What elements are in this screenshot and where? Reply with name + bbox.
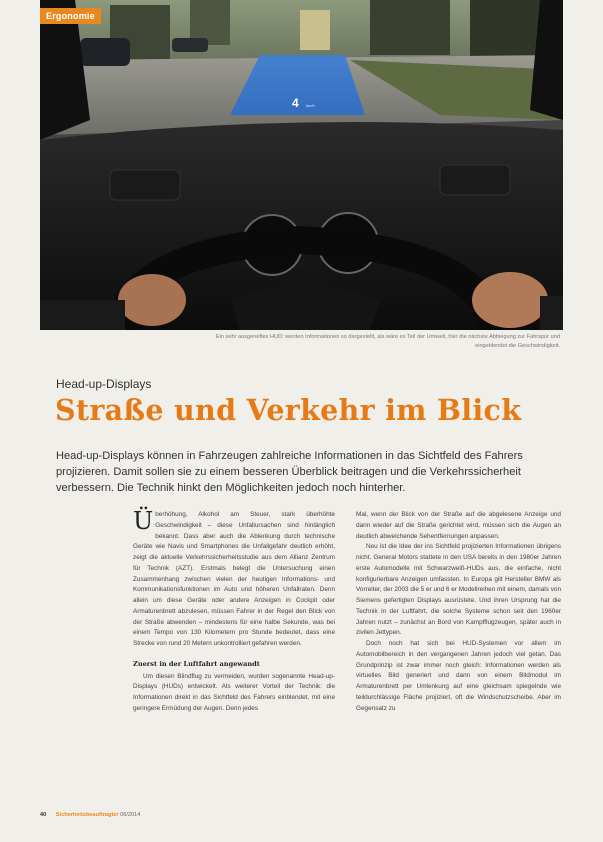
page-footer <box>40 812 140 818</box>
article-lead: Head-up-Displays können in Fahrzeugen zahlreiche Informationen in das Sichtfeld des Fahrers projizieren. Damit sollen sie zu einem besseren Überblick beitragen und die Verkehrssicherheit verbessern. Die Technik hinkt den Möglichkeiten jedoch noch hinterher. <box>56 450 523 494</box>
left-paragraph-2: Um diesen Blindflug zu vermeiden, wurden sogenannte Head-up-Displays (HUDs) entwickelt. Als weiterer Vorteil der Technik: die Informationen direkt in das Sichtfeld des Fahrers einblendet, mit eine geringere Ermüdung der Augen. Denn jedes <box>133 672 335 712</box>
left-paragraph-1-text: berhöhung, Alkohol am Steuer, stark überhöhte Geschwindigkeit – diese Unfallursachen sind hinlänglich bekannt. Dass aber auch die Ablenkung durch technische Geräte wie Navis und Smartphones die Unfallgefahr deutlich erhöht, zeigt die aktuelle Verkehrssicherheitsstudie aus dem Allianz Zentrum für Technik (AZT). Erstmals belegt die Untersuchung einen Zusammenhang zwischen vielen der heutigen Informations- und Kommunikationsfunktionen im Auto und höheren Unfallraten. Denn allein um diese Geräte oder andere Anzeigen in Cockpit oder Armaturenbrett abzulesen, müssen Fahrer in der Regel den Blick von der Straße abwenden – mindestens für eine halbe Sekunde, was bei einem Tempo von 130 Kilometern pro Stunde bedeutet, dass eine Strecke von rund 20 Metern unkontrolliert gefahren werden. <box>133 511 335 647</box>
hud-scene-illustration <box>40 0 563 330</box>
hero-photo <box>40 0 563 330</box>
caption-line-2: eingeblendet die Geschwindigkeit. <box>475 342 560 349</box>
right-paragraph-3: Doch noch hat sich bei HUD-Systemen vor allem im Automobilbereich in den vergangenen Jahren jedoch viel getan. Das Grundprinzip ist zwar immer noch gleich: Informationen werden als virtuelles Bild generiert und dann von einem Bildmodul im Armaturenbrett per Umlenkung auf eine gleichsam spiegelnde wie teildurchlässige Fläche projiziert, oft die Windschutzscheibe. Aber im Gegensatz zu <box>356 640 561 712</box>
hud-speed-value: 4 <box>292 96 299 110</box>
dropcap: Ü <box>133 507 154 535</box>
article-headline: Straße und Verkehr im Blick <box>55 393 522 427</box>
page-number: 40 <box>40 812 47 818</box>
section-tag: Ergonomie <box>40 8 101 24</box>
body-column-left <box>133 507 335 715</box>
publication-name: Sicherheitsbeauftragter <box>55 812 119 818</box>
body-column-right <box>356 510 561 714</box>
photo-caption <box>60 333 560 351</box>
right-paragraph-1: Mal, wenn der Blick von der Straße auf die abgelesene Anzeige und dann wieder auf die Straße gerichtet wird, müssen sich die Augen an deutlich abweichende Sehentfernungen anpassen. <box>356 511 561 540</box>
hud-speed-unit: km/h <box>306 103 315 108</box>
left-paragraph-1 <box>133 507 335 650</box>
right-paragraph-2: Neu ist die Idee der ins Sichtfeld projizierten Informationen übrigens nicht. General Motors stattete in den USA bereits in den 1980er Jahren erste Automodelle mit Schwarzweiß-HUDs aus, die einfache, nicht konfigurierbare Anzeigen umfassten. In Europa gilt Hersteller BMW als Vorreiter, der 2003 die 5 er und 6 er Modellreihen mit einem, damals von Siemens gefertigten Displays ausrüstete. Und ihren Ursprung hat die Technik in der Luftfahrt, die solche Systeme schon seit den 1960er Jahren nutzt – zunächst an Bord von Kampfflugzeugen, später auch in zivilen Jettypen. <box>356 543 561 637</box>
caption-line-1: Ein sehr ausgereiftes HUD: werden Informationen so dargestellt, als wäre es Teil der Umwelt, hier die nächste Abbiegung zur Fahrspur und <box>215 334 560 340</box>
article-kicker: Head-up-Displays <box>56 377 152 391</box>
left-subhead: Zuerst in der Luftfahrt angewandt <box>133 659 260 668</box>
issue-number: 06/2014 <box>120 812 141 818</box>
